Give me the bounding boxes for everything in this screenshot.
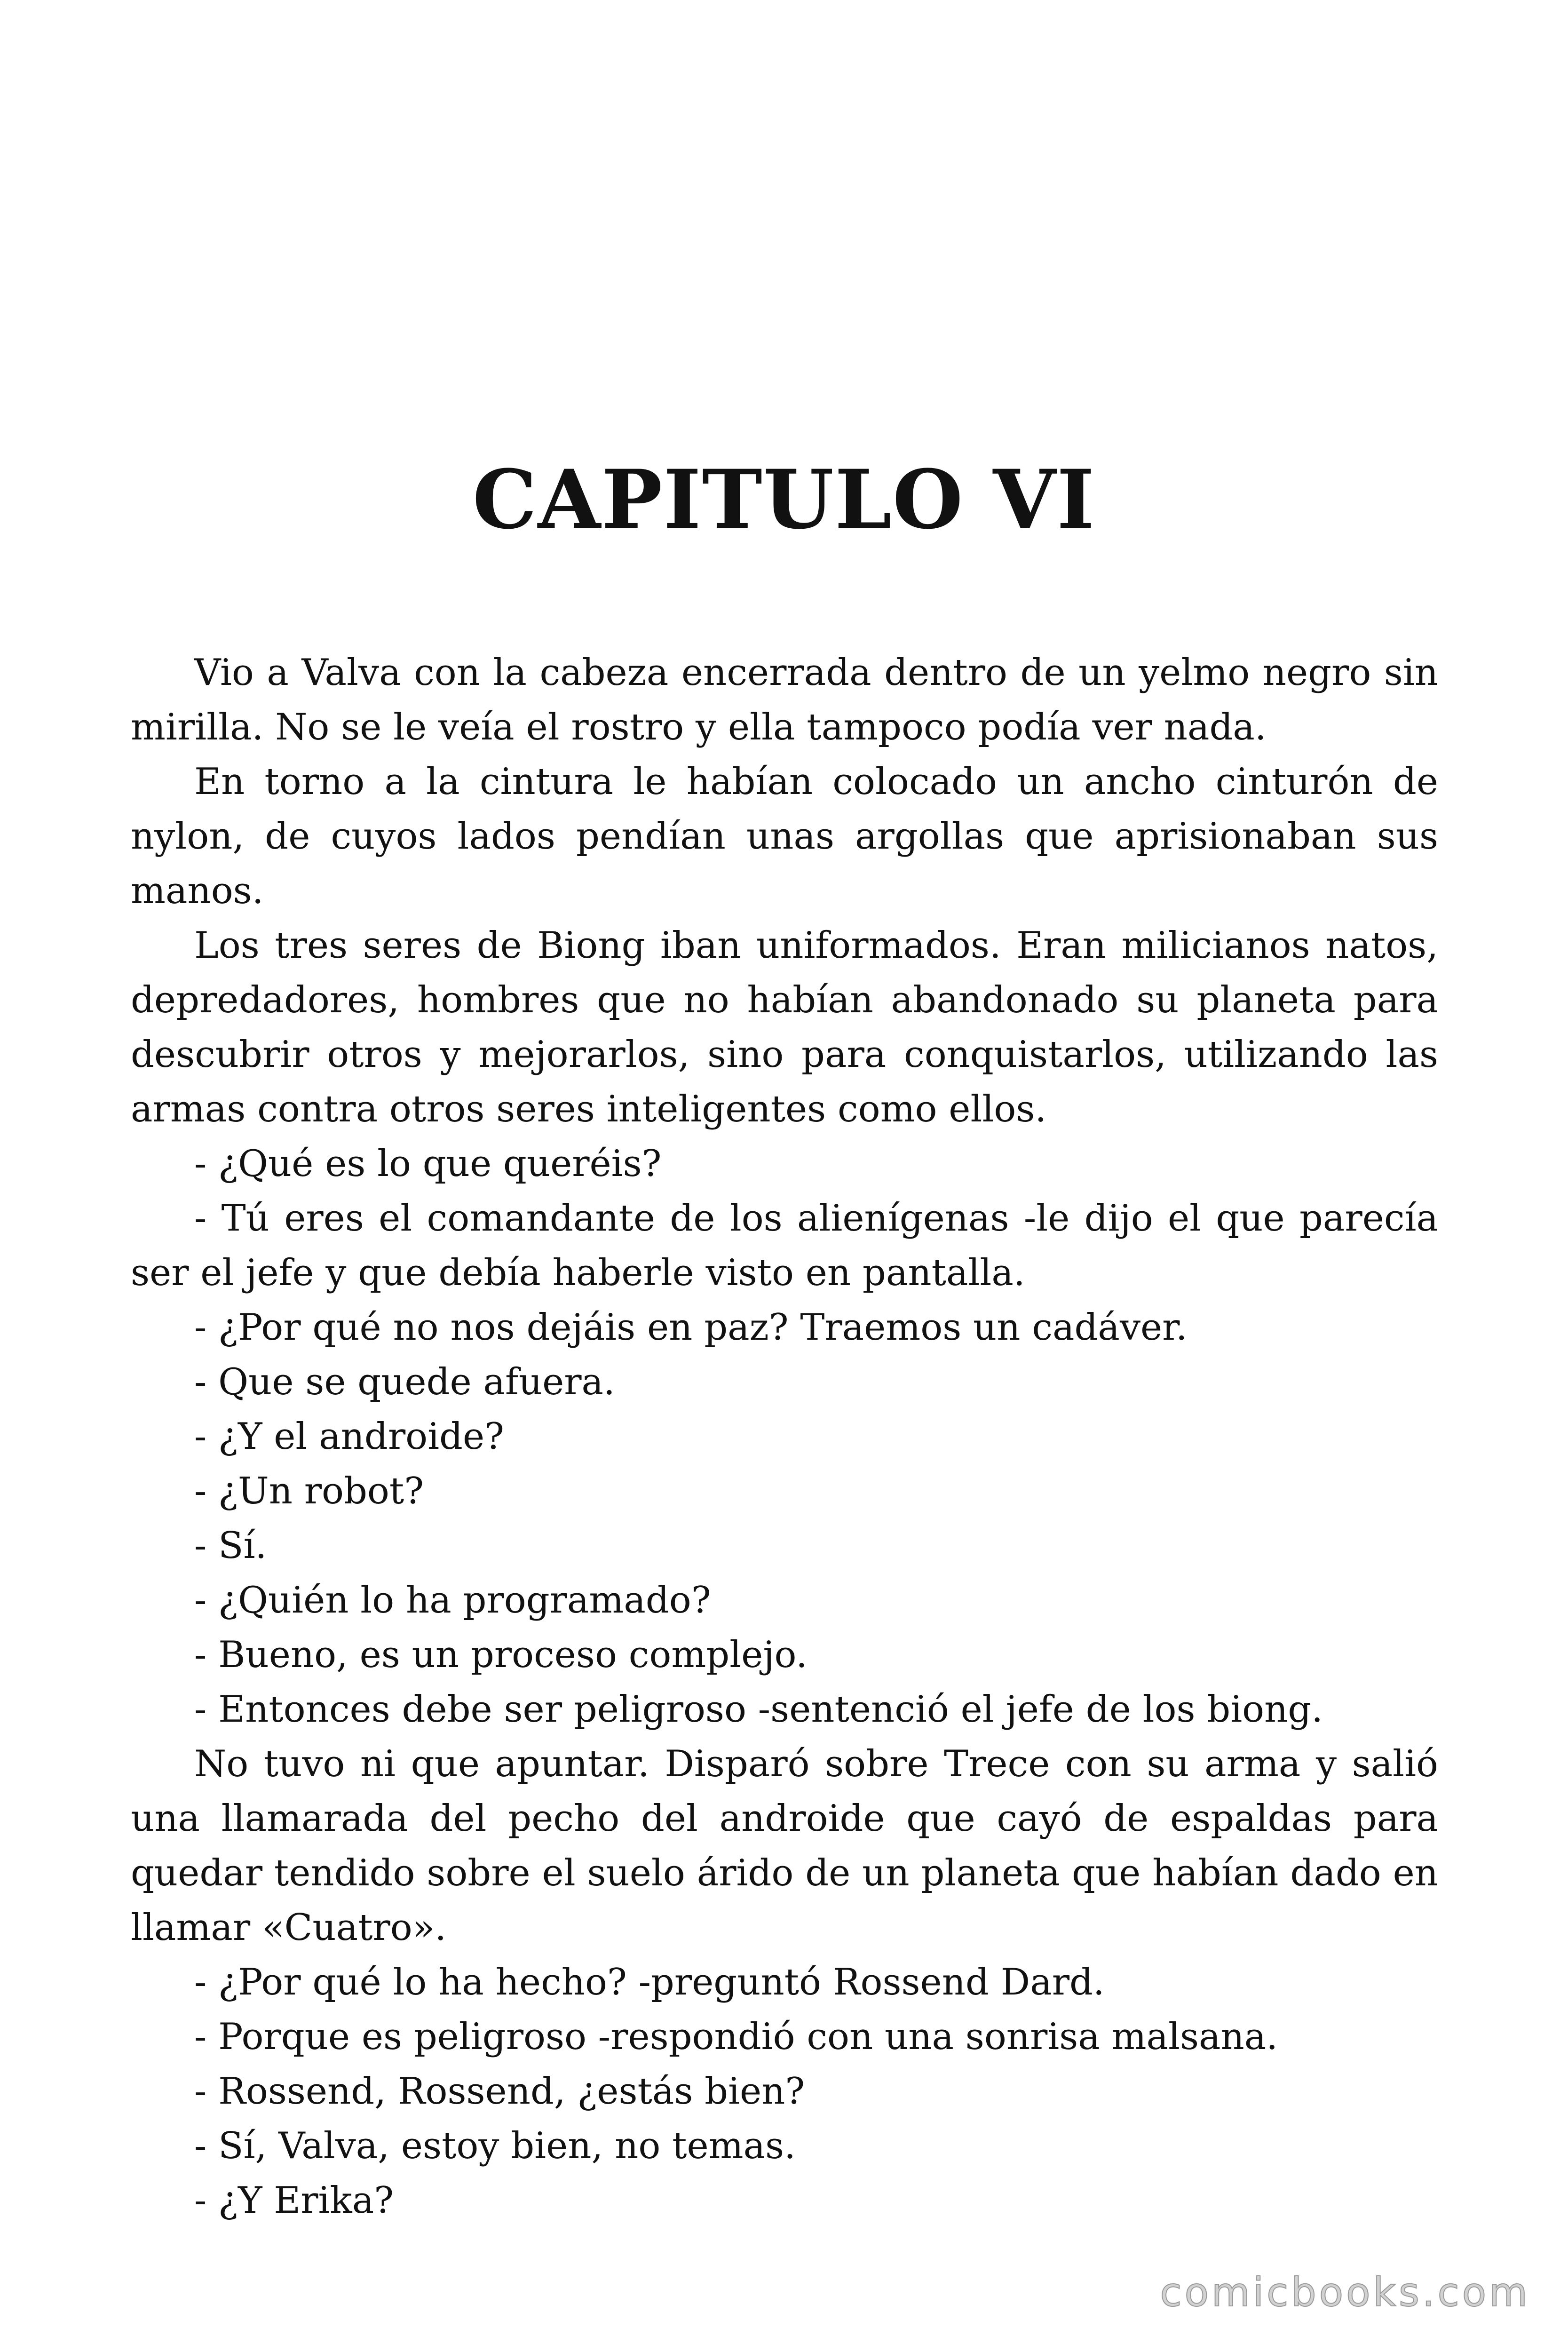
paragraph: Los tres seres de Biong iban uniformados. Eran milicianos natos, depredadores, hombres que no habían abandonado su planeta para descubrir otros y mejorarlos, sino para conquistarlos, utilizando las armas contra otros seres inteligentes como ellos. [131, 924, 1438, 1130]
chapter-title: CAPITULO VI [472, 452, 1096, 547]
dialogue-line: - ¿Quién lo ha programado? [194, 1579, 711, 1621]
dialogue-line: - ¿Un robot? [194, 1470, 424, 1512]
dialogue-line: - Sí, Valva, estoy bien, no temas. [194, 2125, 796, 2167]
dialogue-line: - ¿Y Erika? [194, 2179, 394, 2222]
dialogue-line: - ¿Por qué lo ha hecho? -preguntó Rossend Dard. [194, 1961, 1105, 2003]
dialogue-line: - Entonces debe ser peligroso -sentenció el jefe de los biong. [194, 1688, 1323, 1731]
dialogue-line: - ¿Qué es lo que queréis? [194, 1143, 662, 1185]
dialogue-line: - Sí. [194, 1525, 267, 1567]
dialogue-line: - ¿Y el androide? [194, 1415, 504, 1458]
paragraph: Vio a Valva con la cabeza encerrada dentro de un yelmo negro sin mirilla. No se le veía el rostro y ella tampoco podía ver nada. [131, 652, 1438, 748]
dialogue-line: - Porque es peligroso -respondió con una sonrisa malsana. [194, 2016, 1278, 2058]
dialogue-line: - Rossend, Rossend, ¿estás bien? [194, 2070, 805, 2113]
paragraph: En torno a la cintura le habían colocado un ancho cinturón de nylon, de cuyos lados pendían unas argollas que aprisionaban sus manos. [131, 761, 1438, 912]
paragraph: No tuvo ni que apuntar. Disparó sobre Trece con su arma y salió una llamarada del pecho del androide que cayó de espaldas para quedar tendido sobre el suelo árido de un planeta que habían dado en llamar «Cuatro». [131, 1743, 1438, 1949]
dialogue-line: - Que se quede afuera. [194, 1361, 615, 1403]
dialogue-line: - ¿Por qué no nos dejáis en paz? Traemos un cadáver. [194, 1306, 1188, 1349]
dialogue-line: - Bueno, es un proceso complejo. [194, 1634, 808, 1676]
site-watermark: comicbooks.com [1160, 2269, 1530, 2315]
dialogue-line: - Tú eres el comandante de los alienígenas -le dijo el que parecía ser el jefe y que debía haberle visto en pantalla. [131, 1197, 1438, 1294]
chapter-body [131, 645, 1438, 2228]
